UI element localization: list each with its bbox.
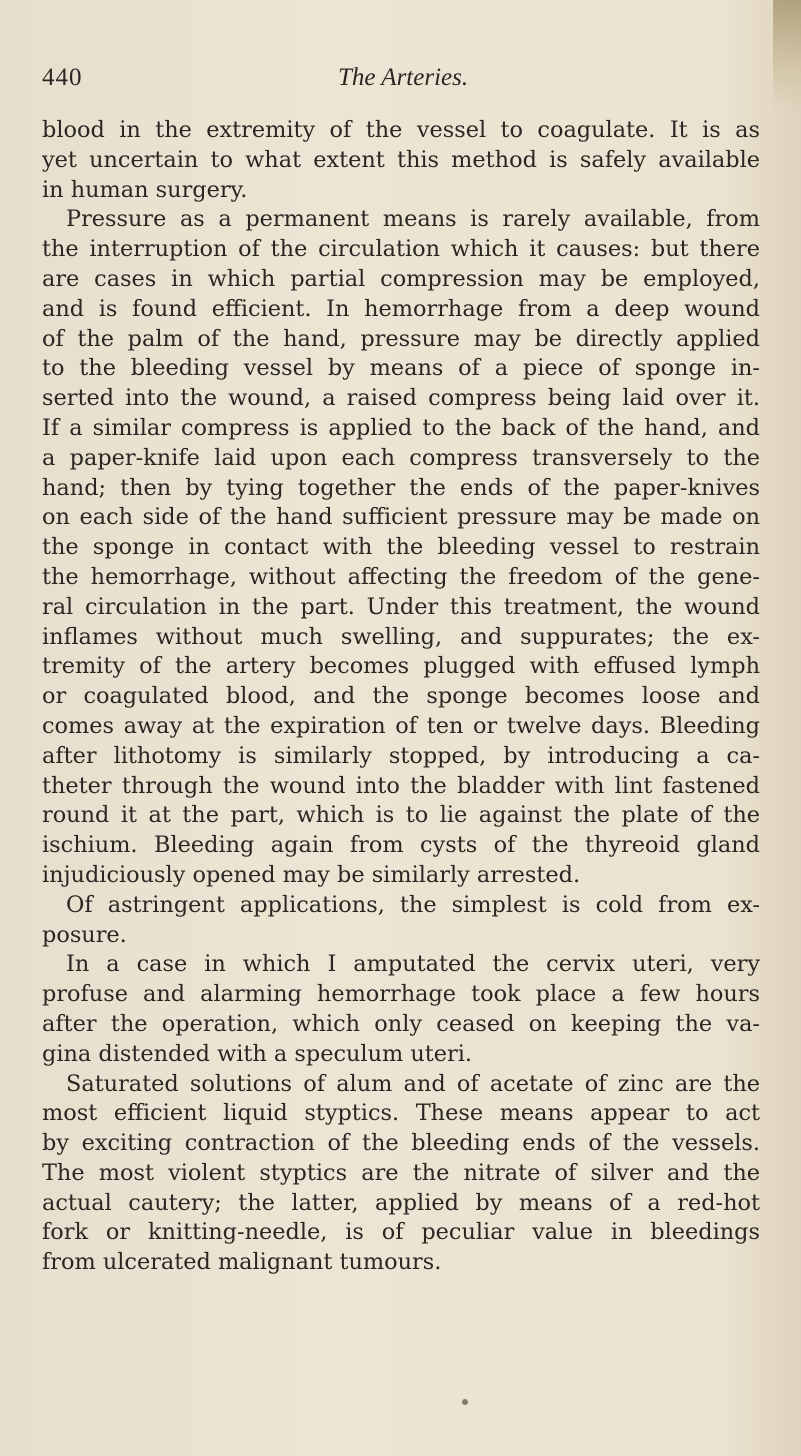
text-line: or coagulated blood, and the sponge becomes loose and	[42, 683, 760, 710]
text-line: profuse and alarming hemorrhage took place a few hours	[42, 981, 760, 1008]
text-line: by exciting contraction of the bleeding ends of the vessels.	[42, 1130, 760, 1157]
text-line: after the operation, which only ceased on keeping the va-	[42, 1010, 760, 1037]
text-line: If a similar compress is applied to the back of the hand, and	[42, 414, 760, 441]
text-line: actual cautery; the latter, applied by means of a red-hot	[42, 1189, 760, 1216]
text-line: of the palm of the hand, pressure may be directly applied	[42, 325, 760, 352]
text-line: In a case in which I amputated the cervix uteri, very	[66, 951, 760, 978]
text-line: The most violent styptics are the nitrate of silver and the	[42, 1159, 760, 1186]
page-number: 440	[42, 64, 83, 91]
text-line: fork or knitting-needle, is of peculiar value in bleedings	[42, 1219, 760, 1246]
text-line: posure.	[42, 921, 127, 948]
text-line: ischium. Bleeding again from cysts of the thyreoid gland	[42, 832, 760, 859]
text-line: from ulcerated malignant tumours.	[42, 1249, 442, 1276]
text-line: yet uncertain to what extent this method is safely available	[42, 146, 760, 173]
text-line: blood in the extremity of the vessel to coagulate. It is as	[42, 117, 760, 143]
text-line: to the bleeding vessel by means of a piece of sponge in-	[42, 355, 760, 382]
text-line: most efficient liquid styptics. These means appear to act	[42, 1100, 760, 1127]
text-line: Saturated solutions of alum and of acetate of zinc are the	[66, 1070, 760, 1097]
text-line: Pressure as a permanent means is rarely available, from	[66, 206, 760, 233]
text-line: a paper-knife laid upon each compress transversely to the	[42, 444, 760, 471]
text-line: theter through the wound into the bladder with lint fastened	[42, 772, 760, 799]
text-line: Of astringent applications, the simplest is cold from ex-	[66, 891, 760, 918]
text-line: ral circulation in the part. Under this treatment, the wound	[42, 593, 760, 620]
text-line: comes away at the expiration of ten or twelve days. Bleeding	[42, 712, 760, 739]
body-text	[42, 116, 760, 1278]
text-line: on each side of the hand sufficient pressure may be made on	[42, 504, 760, 531]
text-line: inflames without much swelling, and suppurates; the ex-	[42, 623, 760, 650]
text-line: hand; then by tying together the ends of the paper-knives	[42, 474, 760, 501]
running-head: The Arteries.	[338, 64, 469, 91]
text-line: and is found efficient. In hemorrhage from a deep wound	[42, 295, 760, 322]
ink-speck	[462, 1399, 468, 1405]
text-line: the interruption of the circulation which it causes: but there	[42, 236, 760, 263]
text-line: round it at the part, which is to lie against the plate of the	[42, 802, 760, 829]
page-header	[0, 64, 801, 104]
text-line: injudiciously opened may be similarly arrested.	[42, 861, 581, 888]
text-line: tremity of the artery becomes plugged with effused lymph	[42, 653, 760, 680]
text-line: are cases in which partial compression may be employed,	[42, 265, 760, 292]
text-line: gina distended with a speculum uteri.	[42, 1040, 473, 1067]
text-line: in human surgery.	[42, 176, 248, 203]
text-line: the sponge in contact with the bleeding vessel to restrain	[42, 534, 760, 561]
text-line: after lithotomy is similarly stopped, by introducing a ca-	[42, 742, 760, 769]
text-line: serted into the wound, a raised compress being laid over it.	[42, 385, 760, 412]
text-line: the hemorrhage, without affecting the freedom of the gene-	[42, 563, 760, 590]
